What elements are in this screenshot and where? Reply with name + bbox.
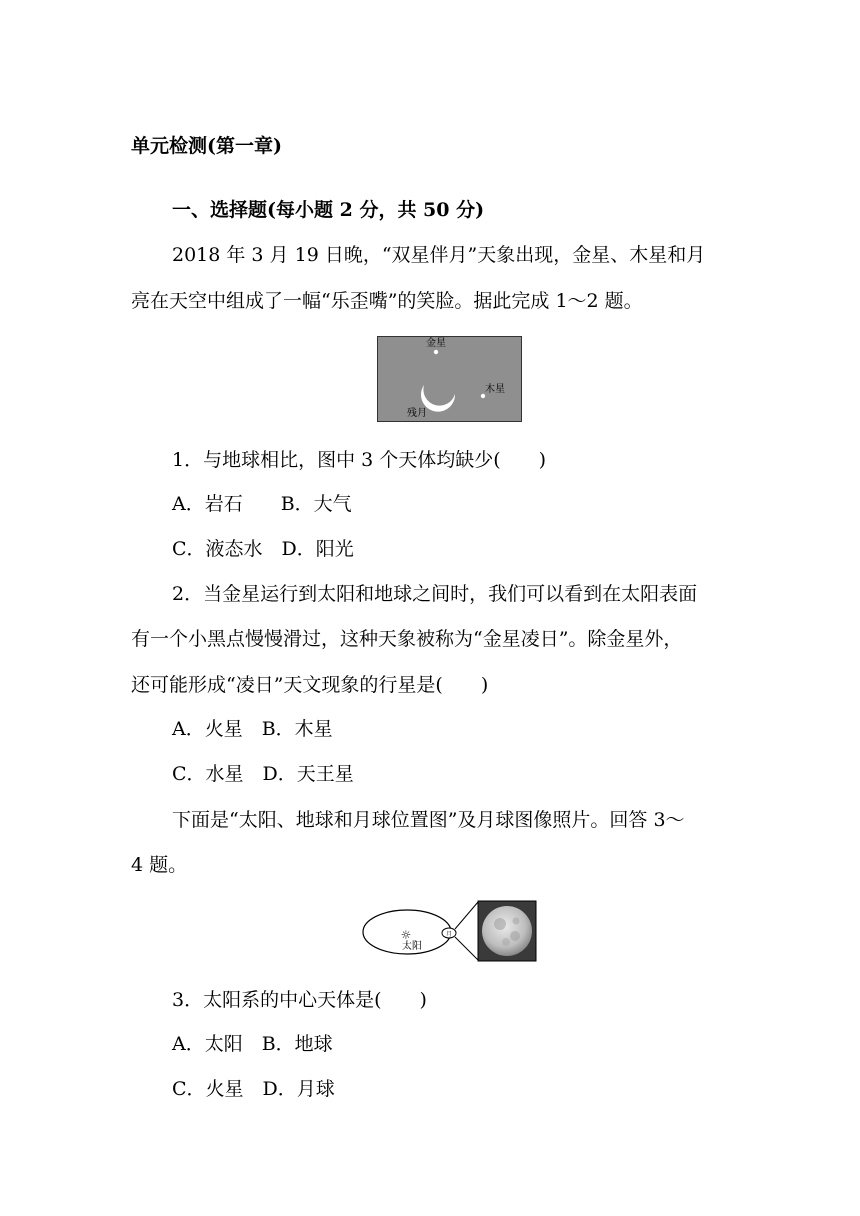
- q2-options-1: A．火星 B．木星: [172, 718, 333, 740]
- q2-stem-line3: 还可能形成“凌日”天文现象的行星是( ): [131, 674, 489, 696]
- q2-stem-line2: 有一个小黑点慢慢滑过，这种天象被称为“金星凌日”。除金星外，: [131, 628, 683, 650]
- full-moon-photo: [482, 906, 532, 956]
- q1-options-1: A．岩石 B．大气: [172, 493, 352, 515]
- section-heading: 一、选择题(每小题 2 分，共 50 分): [172, 199, 485, 221]
- sun-label: 太阳: [402, 941, 422, 952]
- sky-background: [378, 337, 522, 422]
- figure-double-star-moon: [377, 336, 522, 422]
- intro2-line2: 4 题。: [131, 854, 188, 876]
- q2-stem-line1: 2．当金星运行到太阳和地球之间时，我们可以看到在太阳表面: [172, 583, 698, 605]
- q3-options-2: C．火星 D．月球: [172, 1078, 335, 1100]
- venus-label: 金星: [426, 338, 446, 349]
- intro2-line1: 下面是“太阳、地球和月球位置图”及月球图像照片。回答 3～: [172, 809, 685, 831]
- moon-crater: [510, 931, 520, 941]
- moon-crater: [494, 918, 506, 930]
- q2-options-2: C．水星 D．天王星: [172, 763, 354, 785]
- moon-orbit-label: 月: [445, 931, 453, 938]
- figure-sun-earth-moon: [360, 898, 540, 964]
- moon-crater: [502, 938, 510, 946]
- moon-crater: [513, 918, 520, 925]
- page-title: 单元检测(第一章): [131, 135, 282, 157]
- q3-options-1: A．太阳 B．地球: [172, 1033, 333, 1055]
- q3-stem: 3．太阳系的中心天体是( ): [172, 989, 427, 1011]
- pointer-line-top: [455, 902, 478, 929]
- venus-dot: [434, 350, 438, 354]
- pointer-line-bottom: [455, 937, 478, 960]
- intro1-line1: 2018 年 3 月 19 日晚，“双星伴月”天象出现，金星、木星和月: [172, 244, 706, 266]
- q1-options-2: C．液态水 D．阳光: [172, 538, 354, 560]
- sun-icon: ☼: [400, 928, 412, 942]
- moon-label: 残月: [407, 408, 427, 419]
- intro1-line2: 亮在天空中组成了一幅“乐歪嘴”的笑脸。据此完成 1～2 题。: [131, 290, 643, 312]
- jupiter-label: 木星: [485, 384, 505, 395]
- q1-stem: 1．与地球相比，图中 3 个天体均缺少( ): [172, 449, 547, 471]
